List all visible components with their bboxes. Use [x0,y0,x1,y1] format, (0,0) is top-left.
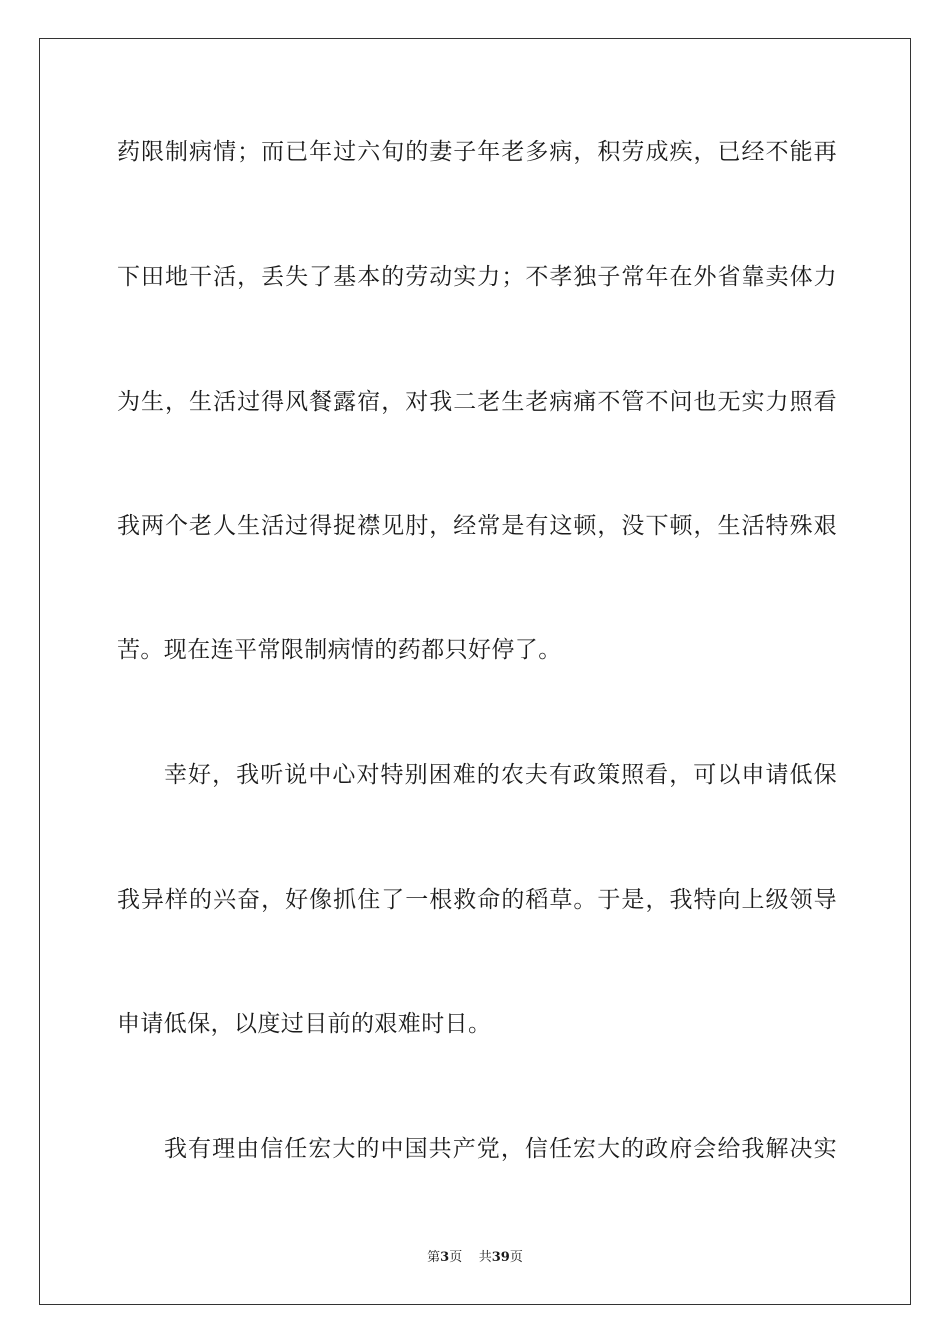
page-border [39,38,911,1305]
body-line-7: 我异样的兴奋，好像抓住了一根救命的稻草。于是，我特向上级领导 [117,887,837,913]
page-number: 3 [440,1250,450,1265]
page-prefix: 第 [427,1250,441,1265]
total-prefix: 共 [478,1250,492,1265]
page-suffix: 页 [449,1250,463,1265]
body-line-1: 药限制病情；而已年过六旬的妻子年老多病，积劳成疾，已经不能再 [117,139,837,165]
body-line-5: 苦。现在连平常限制病情的药都只好停了。 [117,637,562,663]
body-line-6: 幸好，我听说中心对特别困难的农夫有政策照看，可以申请低保 [164,762,837,788]
total-pages: 39 [491,1250,510,1265]
body-line-3: 为生，生活过得风餐露宿，对我二老生老病痛不管不问也无实力照看 [117,389,837,415]
page-footer [0,1246,950,1265]
total-suffix: 页 [509,1250,523,1265]
body-line-8: 申请低保，以度过目前的艰难时日。 [117,1011,492,1037]
body-line-9: 我有理由信任宏大的中国共产党，信任宏大的政府会给我解决实 [164,1136,837,1162]
body-line-4: 我两个老人生活过得捉襟见肘，经常是有这顿，没下顿，生活特殊艰 [117,513,837,539]
body-line-2: 下田地干活，丢失了基本的劳动实力；不孝独子常年在外省靠卖体力 [117,264,837,290]
